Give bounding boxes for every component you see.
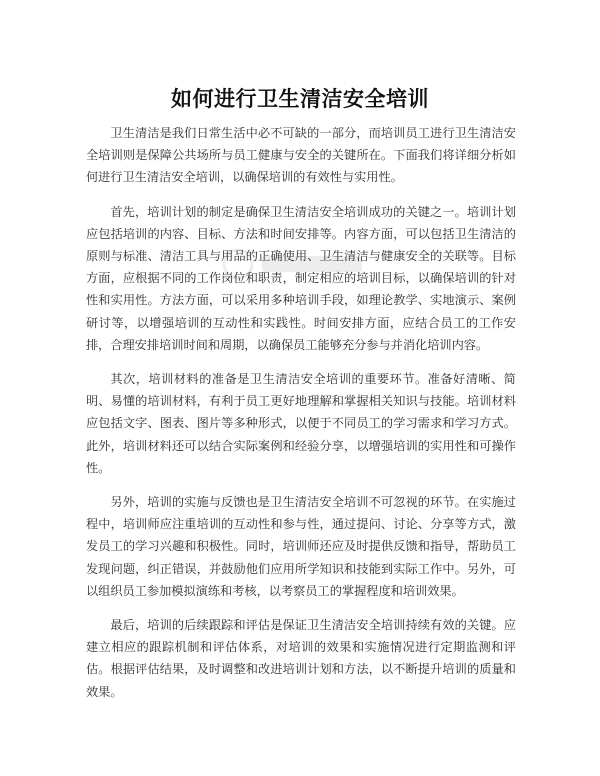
- paragraph-implementation-feedback: 另外，培训的实施与反馈也是卫生清洁安全培训不可忽视的环节。在实施过程中，培训师应注重培训的互动性和参与性，通过提问、讨论、分享等方式，激发员工的学习兴趣和积极性。同时，培训师还应及时提供反馈和指导，帮助员工发现问题，纠正错误，并鼓励他们应用所学知识和技能到实际工作中。另外，可以组织员工参加模拟演练和考核，以考察员工的掌握程度和培训效果。: [86, 495, 516, 598]
- document-title: 如何进行卫生清洁安全培训: [171, 87, 429, 112]
- paragraph-intro: 卫生清洁是我们日常生活中必不可缺的一部分，而培训员工进行卫生清洁安全培训则是保障公共场所与员工健康与安全的关键所在。下面我们将详细分析如何进行卫生清洁安全培训，以确保培训的有效性与实用性。: [86, 126, 516, 185]
- paragraph-follow-up-evaluation: 最后，培训的后续跟踪和评估是保证卫生清洁安全培训持续有效的关键。应建立相应的跟踪机制和评估体系，对培训的效果和实施情况进行定期监测和评估。根据评估结果，及时调整和改进培训计划和方法，以不断提升培训的质量和效果。: [86, 618, 516, 699]
- paragraph-training-materials: 其次，培训材料的准备是卫生清洁安全培训的重要环节。准备好清晰、简明、易懂的培训材料，有利于员工更好地理解和掌握相关知识与技能。培训材料应包括文字、图表、图片等多种形式，以便于不同员工的学习需求和学习方式。此外，培训材料还可以结合实际案例和经验分享，以增强培训的实用性和可操作性。: [86, 372, 516, 475]
- paragraph-training-plan: 首先，培训计划的制定是确保卫生清洁安全培训成功的关键之一。培训计划应包括培训的内容、目标、方法和时间安排等。内容方面，可以包括卫生清洁的原则与标准、清洁工具与用品的正确使用、卫生清洁与健康安全的关联等。目标方面，应根据不同的工作岗位和职责，制定相应的培训目标，以确保培训的针对性和实用性。方法方面，可以采用多种培训手段，如理论教学、实地演示、案例研讨等，以增强培训的互动性和实践性。时间安排方面，应结合员工的工作安排，合理安排培训时间和周期，以确保员工能够充分参与并消化培训内容。: [86, 204, 516, 352]
- document-body: [86, 122, 516, 715]
